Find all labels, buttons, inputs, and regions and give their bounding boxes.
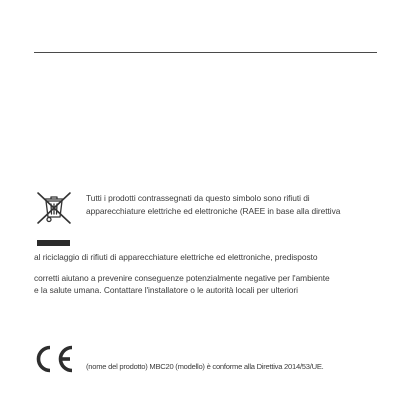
- weee-underline-bar: [37, 240, 70, 246]
- ce-conformity-text: (nome del prodotto) MBC20 (modello) è conforme alla Direttiva 2014/53/UE.: [86, 362, 324, 371]
- ce-mark-icon: [33, 344, 77, 374]
- weee-text-line-2: apparecchiature elettriche ed elettroniche (RAEE in base alla direttiva: [86, 206, 341, 216]
- weee-text-line-3: al riciclaggio di rifiuti di apparecchiature elettriche ed elettroniche, predisposto: [34, 252, 318, 262]
- crossed-out-wheelie-bin-icon: [34, 190, 74, 226]
- weee-text-line-4: corretti aiutano a prevenire conseguenze potenzialmente negative per l'ambiente: [34, 273, 330, 283]
- weee-text-line-1: Tutti i prodotti contrassegnati da questo simbolo sono rifiuti di: [86, 193, 310, 203]
- divider-line: [34, 52, 377, 53]
- weee-text-line-5: e la salute umana. Contattare l'installatore o le autorità locali per ulteriori: [34, 285, 298, 295]
